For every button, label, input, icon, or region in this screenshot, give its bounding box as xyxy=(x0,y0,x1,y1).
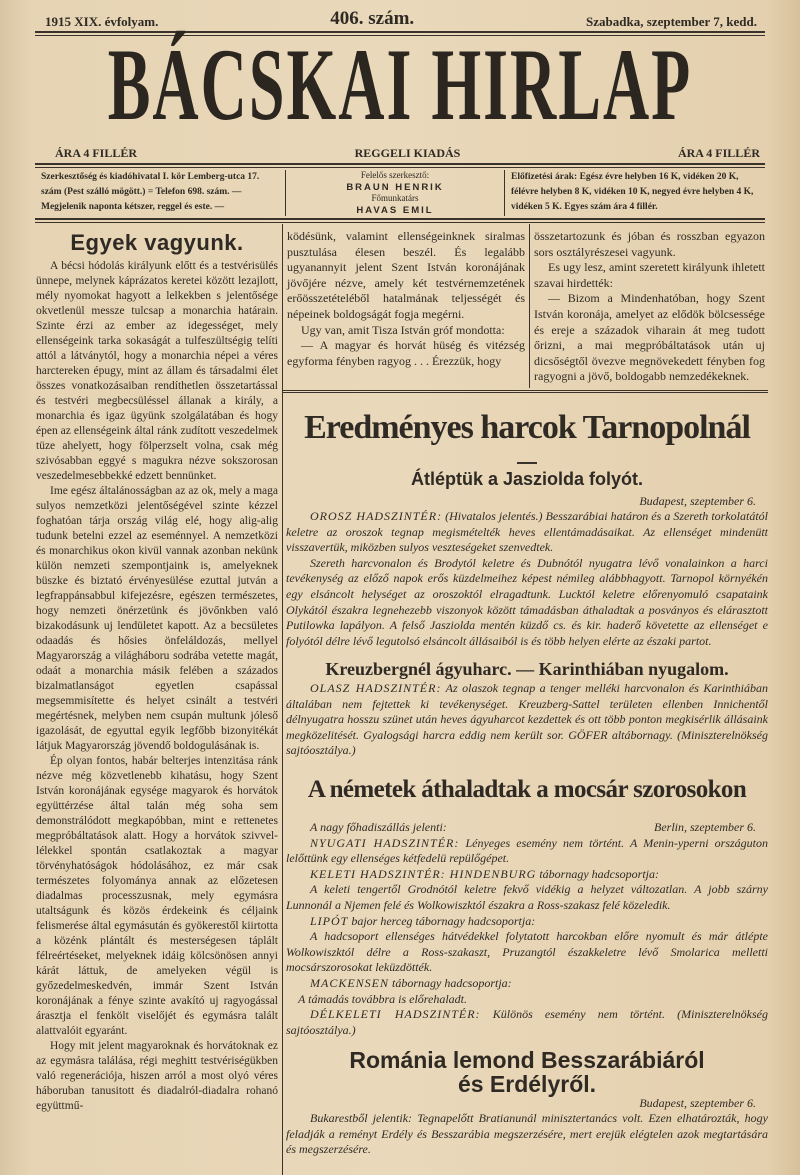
paragraph xyxy=(286,976,768,992)
paragraph-text: Különös esemény nem történt. (Miniszterelnökség sajtóosztálya.) xyxy=(286,1007,769,1037)
paragraph-text: Az olaszok tegnap a tenger melléki harcvonalon és Karinthiában általában nem fejtettek ki tevékenységet. Kreuzberg-Sattel területen ellenben Innichentől délnyugatra hosszu szünet után heves ágyuharcot kezdettek és ott több ponton megkisérlik állásaink megközelitését. Gyalogsági harcra eddig nem került sor. GÖFER altábornagy. (Miniszterelnökség sajtóosztálya.) xyxy=(286,681,768,758)
masthead-sub xyxy=(55,146,760,161)
editors xyxy=(285,170,505,216)
paragraph xyxy=(286,929,768,976)
dateline: Berlin, szeptember 6. xyxy=(654,820,756,834)
paragraph-text: (Hivatalos jelentés.) Besszarábiai határon és a Szereth torkolatától keletre az oroszok tegnap megismételték heves ellentámadásaikat. Az ellenséget mindenütt visszavertük, miközben sulyos veszteségeket szenvedtek. xyxy=(286,509,768,555)
paragraph xyxy=(286,882,768,913)
intro: A nagy főhadiszállás jelenti: xyxy=(310,820,447,834)
column-divider xyxy=(282,224,283,1175)
paragraph-text: Lényeges esemény nem történt. A Menin-yperni országuton lelőttünk egy ellenséges kétfedelü repülőgépet. xyxy=(286,835,769,866)
paragraph-text: A keleti tengertől Grodnótól keletre fekvő vidékig a helyzet változatlan. A jobb szárny Lunnonál a Njemen felé és Wolkowiszktól északra a Ross-szakasz felé közeledik. xyxy=(286,882,768,912)
article-romania xyxy=(286,1048,768,1158)
article-tarnopol xyxy=(286,402,768,649)
paragraph-text: A támadás továbbra is előrehaladt. xyxy=(298,991,467,1006)
paragraph xyxy=(286,556,768,650)
headline: Kreuzbergnél ágyuharc. — Karinthiában nyugalom. xyxy=(325,659,729,679)
editor-name: BRAUN HENRIK xyxy=(346,181,444,193)
paragraph-text: bajor herceg tábornagy hadcsoportja: xyxy=(348,913,536,928)
price-left: ÁRA 4 FILLÉR xyxy=(55,146,138,160)
section-lead: DÉLKELETI HADSZINTÉR: xyxy=(310,1007,481,1022)
dateline: Budapest, szeptember 6. xyxy=(639,494,756,508)
section-lead: LIPÓT xyxy=(310,913,349,928)
paragraph: A bécsi hódolás királyunk előtt és a testvérisülés ünnepe, melynek káprázatos keretei között lezajlott, mély nyomokat hagyott a lelkekben s jelentősége okvetlenül messze tulcsap a monarchia határain. Szinte érzi az ember az idegességet, mely ellenségeink tarka sokaságát a tulfeszültségig telíti attól a látványtól, hogy a monarchia népei a véres harctereken épugy, mint az állam és társadalmi élet összes vonatkozásaiban rendíthetlen összetartással és testvéri megbecsüléssel állanak a király, a monarchia és igaz ügyünk szolgálatában és hogy épen az ellenségeink által ránk zudított veszedelmek tüze ahelyett, hogy fölperzselt volna, csak még szivósabban eggyé s magukra nézve sokszorosan veszedelmesebbekké edzett bennünket. xyxy=(36,260,278,482)
rule xyxy=(283,390,768,393)
article-germans xyxy=(286,766,768,1038)
paragraph xyxy=(286,1111,768,1158)
paragraph xyxy=(286,992,768,1008)
subheadline: Átléptük a Jasziolda folyót. xyxy=(410,469,644,489)
paragraph: Ugy van, amit Tisza István gróf mondotta: xyxy=(301,322,505,337)
dateline: Budapest, szeptember 6. xyxy=(639,1096,756,1110)
editorial-continued-right xyxy=(534,229,765,385)
headline: A németek áthaladtak a mocsár szorosokon xyxy=(307,776,747,803)
paragraph xyxy=(286,867,768,883)
editorial-column xyxy=(36,229,278,1114)
associate-name: HAVAS EMIL xyxy=(356,204,434,216)
paragraph xyxy=(286,836,768,867)
volume: 1915 XIX. évfolyam. xyxy=(45,14,159,29)
paragraph xyxy=(286,509,768,556)
paragraph-text: A hadcsoport ellenséges hátvédekkel folytatott harcokban előre nyomult és már átlépte Wolkowiszktól délre a Ross-szakaszt, Pruzangtól északkeletre lévő Smolarica melletti mocsárszorosokat leküzdötték. xyxy=(286,929,768,975)
paragraph: Hogy mit jelent magyaroknak és horvátoknak ez az egymásra találása, régi meghitt testvériségükben való regenerációja, hiszen arról a most olyó véres háboruban tanusitott és diadalról-diadalra rohanó együttmű- xyxy=(36,1040,278,1112)
headline: Románia lemond Besszarábiáról xyxy=(349,1047,705,1073)
column-divider xyxy=(529,224,530,388)
associate-label: Főmunkatárs xyxy=(371,193,419,203)
price-right: ÁRA 4 FILLÉR xyxy=(677,146,760,160)
masthead xyxy=(35,27,765,146)
section-lead: OROSZ HADSZINTÉR: xyxy=(310,509,443,523)
paragraph-text: tábornagy hadcsoportja: xyxy=(536,866,660,881)
editorial-title: Egyek vagyunk. xyxy=(70,230,244,255)
paragraph: összetartozunk és jóban és rosszban egyazon sors osztályrészesei vagyunk. xyxy=(534,229,765,259)
paragraph xyxy=(286,914,768,930)
intro-line xyxy=(286,820,768,836)
paragraph: Es ugy lesz, amint szeretett királyunk ihletett szavai hirdették: xyxy=(534,260,765,290)
headline-line-2: és Erdélyről. xyxy=(457,1071,597,1097)
section-lead: OLASZ HADSZINTÉR: xyxy=(310,681,442,695)
editorial-continued-mid xyxy=(287,229,525,369)
info-box xyxy=(35,170,765,216)
office-info: Szerkesztőség és kiadóhivatal I. kör Lemberg-utca 17. szám (Pest szálló mögött.) = Telefon 698. szám. — Megjelenik naponta kétszer, reggel és este. — xyxy=(41,172,260,212)
section-lead: MACKENSEN xyxy=(310,975,390,990)
paragraph: — A magyar és horvát hüség és vitézség egyforma fényben ragyog . . . Érezzük, hogy xyxy=(287,338,525,368)
editor-label: Felelős szerkesztő: xyxy=(360,170,430,180)
paragraph: Ép olyan fontos, habár belterjes intenzitása ránk nézve még közvetlenebb kihatásu, hogy Szent István koronájának egysége magyarok és horvátok együttérzése által talán még soha sem demonstrálódott megkapóbban, mint e rettenetes megpróbáltatások alatt. Hogy a horvátok szivvel-lélekkel spontán csatlakoztak a magyar törvényhatóságok hódolásához, ez már csak természetes folyománya annak az előzetesen diadalmas processzusnak, mely egymásra utaltságunk és közös érdekeink és céljaink felismerése által egymásután és gyökerestől kiirtotta a közénk plántált és mesterségesen táplált félreértéseket, melyeknek idáig kölcsönösen annyi kárát láttuk, de amelyeken végül is győzedelmeskedvén, immár Szent István koronájának a fénye szinte avakító uj ragyogással árasztja el fenkölt viselőjét és egymásra talált alattvalóit egyaránt. xyxy=(36,755,278,1037)
rule xyxy=(35,163,765,168)
divider xyxy=(517,462,537,464)
paragraph xyxy=(286,681,768,759)
headline: Eredményes harcok Tarnopolnál xyxy=(304,409,750,446)
paragraph-text: tábornagy hadcsoportja: xyxy=(389,975,512,990)
newspaper-title: BÁCSKAI HIRLAP xyxy=(107,27,693,142)
paragraph: ködésünk, valamint ellenségeinknek siralmas pusztulása élesen beszél. És legalább ugyanannyit jelent Szent István koronájának jövőjére nézve, amely két testvérnemzetének erőösszetételéből hatalmának teljességét és népeinek boldogságát fogja megérni. xyxy=(287,229,525,321)
article-kreuzberg xyxy=(286,657,768,759)
section-lead: NYUGATI HADSZINTÉR: xyxy=(310,835,460,850)
rule xyxy=(35,218,765,223)
dateline: Szabadka, szeptember 7, kedd. xyxy=(586,14,757,29)
paragraph: — Bizom a Mindenhatóban, hogy Szent István koronája, amelyet az elődök bölcsessége és ereje a századok viharain át meg tudott őrizni, a mai megpróbáltatások után uj dicsőségtől övezve megnövekedett fényben fog ragyogni a jövő, boldogabb nemzedékeknek. xyxy=(534,291,765,384)
subscription-info: Előfizetési árak: Egész évre helyben 16 K, vidéken 20 K, félévre helyben 8 K, vidéken 10 K, negyed évre helyben 4 K, vidéken 5 K. Egyes szám ára 4 fillér. xyxy=(511,172,754,212)
paragraph: Ime egész általánosságban az az ok, mely a maga sulyos nemzetközi jelentőségével szinte kézzel foghatóan tárja ország világ elé, hogy alig-alig tudunk betelni ezzel az eseménnyel. A nemzetközi és monarchikus okon kivül vannak azonban nekünk külön nemzeti szempontjaink is, amelyeknek büszke és biztató érvényesülése ezuttal jutván a legfrappánsabbul kifejezésre, egészen természetes, hogy nemzeti önérzetünk és jövőnkben való bizakodásunk uj lendületet kapott. Az a becsületes odaadás és hősies önfeláldozás, mellyel Magyarország a világháboru sodrába vetette magát, odaát a monarchia másik felében a százados bizalmatlanságot egyetlen csapással megsemmisítette és helyet csinált a testvéri megértésnek, melyben nem csupán multunk jóleső igazolását, de egyuttal egyik legfőbb bizonyitékát látjuk Magyarország jövendő boldogulásának is. xyxy=(36,485,278,752)
paragraph-text: Bukarestből jelentik: Tegnapelőtt Bratianunál minisztertanács volt. Ezen elhatározták, hogy feladják a reményt Erdély és Besszarábia megszerzésére, mert erejük elégtelen azok megtartására és megszerzésére. xyxy=(286,1111,768,1157)
paragraph-text: Szereth harcvonalon és Brodytól keletre és Dubnótól nyugatra lévő vonalainkon a harci tevékenység az előző napok erős küzdelmeihez képest némileg alábbhagyott. Tarnopol környékén egy elsáncolt helységet az oroszoktól elragadtunk. Lucktól keletre előrenyomuló csapataink Olykától északra legnehezebb viszonyok között támadásban áthaladtak a posványos és elárasztott Putilowka lapályon. A felső Jasziolda mentén küzdő cs. és kir. haderő követette az ellenséget e folyótól délre lévő legutolsó elsáncolt állásaiból is és több helyen elérte az északi partot. xyxy=(286,555,768,648)
issue-number: 406. szám. xyxy=(330,8,415,29)
edition: REGGELI KIADÁS xyxy=(354,146,461,160)
paragraph xyxy=(286,1007,768,1038)
section-lead: KELETI HADSZINTÉR: HINDENBURG xyxy=(310,866,537,881)
